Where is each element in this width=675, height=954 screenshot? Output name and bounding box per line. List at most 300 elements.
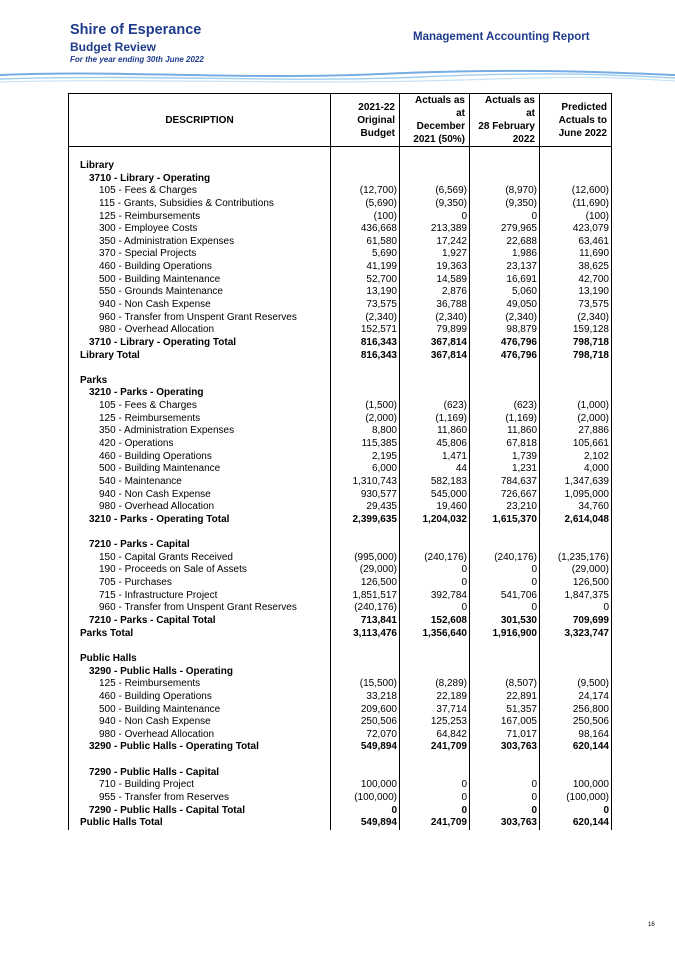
predicted-value xyxy=(540,766,612,779)
budget-value: (29,000) xyxy=(331,564,400,577)
dec-actual-value xyxy=(400,766,470,779)
spacer-row xyxy=(69,147,612,160)
row-description: 980 - Overhead Allocation xyxy=(69,501,331,514)
col-header-budget: 2021-22 Original Budget xyxy=(331,94,400,147)
predicted-value: 798,718 xyxy=(540,349,612,362)
budget-value: 713,841 xyxy=(331,615,400,628)
budget-value: 115,385 xyxy=(331,438,400,451)
budget-value: 1,310,743 xyxy=(331,476,400,489)
budget-value xyxy=(331,665,400,678)
row-description: 710 - Building Project xyxy=(69,779,331,792)
feb-actual-value: 67,818 xyxy=(470,438,540,451)
line-item-row xyxy=(69,311,612,324)
group-total-row xyxy=(69,514,612,527)
predicted-value: 100,000 xyxy=(540,779,612,792)
budget-value xyxy=(331,539,400,552)
row-description: 460 - Building Operations xyxy=(69,450,331,463)
line-item-row xyxy=(69,198,612,211)
line-item-row xyxy=(69,324,612,337)
feb-actual-value: 1,916,900 xyxy=(470,627,540,640)
budget-value xyxy=(331,526,400,539)
row-description xyxy=(69,147,331,160)
predicted-value: 798,718 xyxy=(540,337,612,350)
feb-actual-value: 1,986 xyxy=(470,248,540,261)
feb-actual-value: 476,796 xyxy=(470,337,540,350)
budget-value: (100,000) xyxy=(331,792,400,805)
budget-value: 8,800 xyxy=(331,425,400,438)
predicted-value: 1,095,000 xyxy=(540,488,612,501)
dec-actual-value: 367,814 xyxy=(400,349,470,362)
row-description: Library Total xyxy=(69,349,331,362)
row-description: Library xyxy=(69,160,331,173)
dec-actual-value: 545,000 xyxy=(400,488,470,501)
budget-value: (100) xyxy=(331,210,400,223)
predicted-value: 126,500 xyxy=(540,577,612,590)
row-description: 105 - Fees & Charges xyxy=(69,400,331,413)
feb-actual-value: (8,507) xyxy=(470,678,540,691)
budget-table-wrapper xyxy=(68,93,611,830)
row-description: 7210 - Parks - Capital xyxy=(69,539,331,552)
page-number: 16 xyxy=(648,922,655,928)
dec-actual-value: 36,788 xyxy=(400,299,470,312)
budget-value: 6,000 xyxy=(331,463,400,476)
report-name: Management Accounting Report xyxy=(413,31,590,43)
dec-actual-value xyxy=(400,172,470,185)
col-header-predicted: Predicted Actuals to June 2022 xyxy=(540,94,612,147)
feb-actual-value: 0 xyxy=(470,564,540,577)
dec-actual-value: 367,814 xyxy=(400,337,470,350)
dec-actual-value: 11,860 xyxy=(400,425,470,438)
predicted-value: 34,760 xyxy=(540,501,612,514)
row-description: 7290 - Public Halls - Capital Total xyxy=(69,804,331,817)
predicted-value: (12,600) xyxy=(540,185,612,198)
budget-value: 73,575 xyxy=(331,299,400,312)
line-item-row xyxy=(69,716,612,729)
dec-actual-value: 0 xyxy=(400,804,470,817)
line-item-row xyxy=(69,552,612,565)
budget-value: (240,176) xyxy=(331,602,400,615)
budget-value: 29,435 xyxy=(331,501,400,514)
row-description: 3710 - Library - Operating xyxy=(69,172,331,185)
budget-value: 816,343 xyxy=(331,337,400,350)
predicted-value xyxy=(540,665,612,678)
section-heading-row xyxy=(69,653,612,666)
row-description xyxy=(69,754,331,767)
predicted-value: 42,700 xyxy=(540,273,612,286)
row-description: 715 - Infrastructure Project xyxy=(69,589,331,602)
line-item-row xyxy=(69,589,612,602)
feb-actual-value: 0 xyxy=(470,602,540,615)
section-total-row xyxy=(69,349,612,362)
predicted-value xyxy=(540,362,612,375)
budget-value xyxy=(331,653,400,666)
row-description: 190 - Proceeds on Sale of Assets xyxy=(69,564,331,577)
feb-actual-value: (9,350) xyxy=(470,198,540,211)
line-item-row xyxy=(69,438,612,451)
dec-actual-value xyxy=(400,539,470,552)
dec-actual-value: 17,242 xyxy=(400,235,470,248)
dec-actual-value: 0 xyxy=(400,602,470,615)
line-item-row xyxy=(69,728,612,741)
feb-actual-value: 303,763 xyxy=(470,741,540,754)
group-heading-row xyxy=(69,387,612,400)
dec-actual-value xyxy=(400,160,470,173)
predicted-value xyxy=(540,387,612,400)
predicted-value: 0 xyxy=(540,602,612,615)
table-body xyxy=(69,147,612,830)
dec-actual-value xyxy=(400,375,470,388)
dec-actual-value: 19,460 xyxy=(400,501,470,514)
budget-value: (2,340) xyxy=(331,311,400,324)
row-description: 500 - Building Maintenance xyxy=(69,463,331,476)
group-total-row xyxy=(69,741,612,754)
predicted-value: 4,000 xyxy=(540,463,612,476)
line-item-row xyxy=(69,691,612,704)
predicted-value xyxy=(540,526,612,539)
row-description: 940 - Non Cash Expense xyxy=(69,716,331,729)
row-description: 500 - Building Maintenance xyxy=(69,703,331,716)
feb-actual-value xyxy=(470,653,540,666)
dec-actual-value: 19,363 xyxy=(400,261,470,274)
dec-actual-value xyxy=(400,754,470,767)
predicted-value: 105,661 xyxy=(540,438,612,451)
row-description: 3710 - Library - Operating Total xyxy=(69,337,331,350)
feb-actual-value: 301,530 xyxy=(470,615,540,628)
feb-actual-value: 22,891 xyxy=(470,691,540,704)
row-description: 350 - Administration Expenses xyxy=(69,235,331,248)
group-heading-row xyxy=(69,766,612,779)
section-heading-row xyxy=(69,160,612,173)
budget-value: 152,571 xyxy=(331,324,400,337)
line-item-row xyxy=(69,286,612,299)
feb-actual-value: 1,231 xyxy=(470,463,540,476)
feb-actual-value xyxy=(470,640,540,653)
predicted-value xyxy=(540,754,612,767)
row-description: 125 - Reimbursements xyxy=(69,210,331,223)
org-title: Shire of Esperance xyxy=(70,22,202,38)
budget-value: 930,577 xyxy=(331,488,400,501)
feb-actual-value: 0 xyxy=(470,792,540,805)
budget-value: 0 xyxy=(331,804,400,817)
row-description: 125 - Reimbursements xyxy=(69,678,331,691)
feb-actual-value: 51,357 xyxy=(470,703,540,716)
budget-value: (15,500) xyxy=(331,678,400,691)
feb-actual-value: 5,060 xyxy=(470,286,540,299)
report-subtitle: Budget Review xyxy=(70,40,157,54)
predicted-value xyxy=(540,640,612,653)
budget-value: 549,894 xyxy=(331,741,400,754)
predicted-value: 1,347,639 xyxy=(540,476,612,489)
dec-actual-value: 0 xyxy=(400,792,470,805)
row-description: 705 - Purchases xyxy=(69,577,331,590)
feb-actual-value: 0 xyxy=(470,577,540,590)
budget-value: (1,500) xyxy=(331,400,400,413)
line-item-row xyxy=(69,463,612,476)
budget-value: 5,690 xyxy=(331,248,400,261)
budget-value xyxy=(331,147,400,160)
dec-actual-value xyxy=(400,640,470,653)
feb-actual-value: 23,137 xyxy=(470,261,540,274)
dec-actual-value: 0 xyxy=(400,779,470,792)
predicted-value: 250,506 xyxy=(540,716,612,729)
row-description: 420 - Operations xyxy=(69,438,331,451)
dec-actual-value: 79,899 xyxy=(400,324,470,337)
line-item-row xyxy=(69,223,612,236)
dec-actual-value xyxy=(400,362,470,375)
budget-value: 209,600 xyxy=(331,703,400,716)
line-item-row xyxy=(69,299,612,312)
budget-value xyxy=(331,754,400,767)
predicted-value xyxy=(540,160,612,173)
budget-value: 3,113,476 xyxy=(331,627,400,640)
row-description: 550 - Grounds Maintenance xyxy=(69,286,331,299)
row-description: 940 - Non Cash Expense xyxy=(69,299,331,312)
budget-value xyxy=(331,160,400,173)
row-description: 500 - Building Maintenance xyxy=(69,273,331,286)
row-description: 980 - Overhead Allocation xyxy=(69,324,331,337)
dec-actual-value xyxy=(400,526,470,539)
feb-actual-value: (1,169) xyxy=(470,412,540,425)
line-item-row xyxy=(69,425,612,438)
row-description: 105 - Fees & Charges xyxy=(69,185,331,198)
budget-value: 126,500 xyxy=(331,577,400,590)
line-item-row xyxy=(69,185,612,198)
line-item-row xyxy=(69,703,612,716)
row-description: Parks xyxy=(69,375,331,388)
dec-actual-value xyxy=(400,653,470,666)
dec-actual-value: 0 xyxy=(400,564,470,577)
line-item-row xyxy=(69,792,612,805)
predicted-value: 11,690 xyxy=(540,248,612,261)
header-wave-decoration xyxy=(0,66,675,88)
budget-value xyxy=(331,375,400,388)
row-description: 980 - Overhead Allocation xyxy=(69,728,331,741)
row-description: 125 - Reimbursements xyxy=(69,412,331,425)
budget-value: 816,343 xyxy=(331,349,400,362)
row-description: 460 - Building Operations xyxy=(69,261,331,274)
predicted-value: (9,500) xyxy=(540,678,612,691)
feb-actual-value: 0 xyxy=(470,779,540,792)
row-description: Parks Total xyxy=(69,627,331,640)
budget-value xyxy=(331,766,400,779)
dec-actual-value xyxy=(400,387,470,400)
predicted-value: 24,174 xyxy=(540,691,612,704)
row-description: 300 - Employee Costs xyxy=(69,223,331,236)
line-item-row xyxy=(69,235,612,248)
dec-actual-value: 64,842 xyxy=(400,728,470,741)
feb-actual-value xyxy=(470,160,540,173)
row-description: 3210 - Parks - Operating Total xyxy=(69,514,331,527)
dec-actual-value: 125,253 xyxy=(400,716,470,729)
line-item-row xyxy=(69,400,612,413)
budget-value: 2,195 xyxy=(331,450,400,463)
report-period: For the year ending 30th June 2022 xyxy=(70,55,204,64)
budget-value: 33,218 xyxy=(331,691,400,704)
group-heading-row xyxy=(69,172,612,185)
predicted-value: 98,164 xyxy=(540,728,612,741)
predicted-value: 0 xyxy=(540,804,612,817)
feb-actual-value: (623) xyxy=(470,400,540,413)
predicted-value xyxy=(540,147,612,160)
feb-actual-value: 279,965 xyxy=(470,223,540,236)
line-item-row xyxy=(69,210,612,223)
row-description: 115 - Grants, Subsidies & Contributions xyxy=(69,198,331,211)
row-description: 370 - Special Projects xyxy=(69,248,331,261)
row-description: 540 - Maintenance xyxy=(69,476,331,489)
budget-value: 549,894 xyxy=(331,817,400,830)
budget-value xyxy=(331,362,400,375)
line-item-row xyxy=(69,678,612,691)
dec-actual-value: (1,169) xyxy=(400,412,470,425)
feb-actual-value xyxy=(470,387,540,400)
line-item-row xyxy=(69,501,612,514)
feb-actual-value xyxy=(470,539,540,552)
group-total-row xyxy=(69,337,612,350)
line-item-row xyxy=(69,450,612,463)
dec-actual-value: 14,589 xyxy=(400,273,470,286)
group-heading-row xyxy=(69,539,612,552)
predicted-value: 27,886 xyxy=(540,425,612,438)
predicted-value: 73,575 xyxy=(540,299,612,312)
feb-actual-value: 1,615,370 xyxy=(470,514,540,527)
line-item-row xyxy=(69,248,612,261)
col-header-description: DESCRIPTION xyxy=(69,94,331,147)
budget-value: (5,690) xyxy=(331,198,400,211)
row-description: 3290 - Public Halls - Operating xyxy=(69,665,331,678)
row-description: 955 - Transfer from Reserves xyxy=(69,792,331,805)
feb-actual-value xyxy=(470,526,540,539)
feb-actual-value xyxy=(470,754,540,767)
feb-actual-value: 0 xyxy=(470,804,540,817)
dec-actual-value: (2,340) xyxy=(400,311,470,324)
dec-actual-value xyxy=(400,665,470,678)
row-description: 3210 - Parks - Operating xyxy=(69,387,331,400)
dec-actual-value: (6,569) xyxy=(400,185,470,198)
budget-value: 41,199 xyxy=(331,261,400,274)
budget-value: 13,190 xyxy=(331,286,400,299)
budget-value: (2,000) xyxy=(331,412,400,425)
row-description: 3290 - Public Halls - Operating Total xyxy=(69,741,331,754)
predicted-value: 1,847,375 xyxy=(540,589,612,602)
feb-actual-value: 476,796 xyxy=(470,349,540,362)
predicted-value: 2,102 xyxy=(540,450,612,463)
feb-actual-value: 0 xyxy=(470,210,540,223)
feb-actual-value: 167,005 xyxy=(470,716,540,729)
dec-actual-value: (623) xyxy=(400,400,470,413)
line-item-row xyxy=(69,577,612,590)
predicted-value xyxy=(540,653,612,666)
group-total-row xyxy=(69,804,612,817)
dec-actual-value: 241,709 xyxy=(400,741,470,754)
table-header-row xyxy=(69,94,612,147)
budget-value xyxy=(331,387,400,400)
budget-value: (995,000) xyxy=(331,552,400,565)
feb-actual-value: 1,739 xyxy=(470,450,540,463)
predicted-value: 63,461 xyxy=(540,235,612,248)
feb-actual-value: 16,691 xyxy=(470,273,540,286)
section-heading-row xyxy=(69,375,612,388)
dec-actual-value: 1,356,640 xyxy=(400,627,470,640)
budget-value: 100,000 xyxy=(331,779,400,792)
feb-actual-value: (2,340) xyxy=(470,311,540,324)
row-description: Public Halls xyxy=(69,653,331,666)
predicted-value: 38,625 xyxy=(540,261,612,274)
line-item-row xyxy=(69,273,612,286)
line-item-row xyxy=(69,261,612,274)
dec-actual-value: (240,176) xyxy=(400,552,470,565)
row-description xyxy=(69,362,331,375)
feb-actual-value: 726,667 xyxy=(470,488,540,501)
predicted-value: 620,144 xyxy=(540,741,612,754)
dec-actual-value: 37,714 xyxy=(400,703,470,716)
dec-actual-value: 152,608 xyxy=(400,615,470,628)
row-description: 150 - Capital Grants Received xyxy=(69,552,331,565)
predicted-value: 13,190 xyxy=(540,286,612,299)
row-description: 7290 - Public Halls - Capital xyxy=(69,766,331,779)
feb-actual-value: 71,017 xyxy=(470,728,540,741)
feb-actual-value xyxy=(470,665,540,678)
budget-value: 1,851,517 xyxy=(331,589,400,602)
group-total-row xyxy=(69,615,612,628)
group-heading-row xyxy=(69,665,612,678)
feb-actual-value: 11,860 xyxy=(470,425,540,438)
section-total-row xyxy=(69,817,612,830)
budget-table xyxy=(68,93,612,830)
dec-actual-value: 44 xyxy=(400,463,470,476)
line-item-row xyxy=(69,779,612,792)
predicted-value: (2,000) xyxy=(540,412,612,425)
dec-actual-value: 0 xyxy=(400,577,470,590)
predicted-value: 709,699 xyxy=(540,615,612,628)
dec-actual-value: 45,806 xyxy=(400,438,470,451)
row-description xyxy=(69,526,331,539)
dec-actual-value: 0 xyxy=(400,210,470,223)
dec-actual-value: 392,784 xyxy=(400,589,470,602)
row-description xyxy=(69,640,331,653)
row-description: 460 - Building Operations xyxy=(69,691,331,704)
dec-actual-value: (9,350) xyxy=(400,198,470,211)
feb-actual-value xyxy=(470,362,540,375)
line-item-row xyxy=(69,488,612,501)
feb-actual-value xyxy=(470,766,540,779)
line-item-row xyxy=(69,602,612,615)
budget-value: 436,668 xyxy=(331,223,400,236)
row-description: 960 - Transfer from Unspent Grant Reserves xyxy=(69,602,331,615)
budget-value: 72,070 xyxy=(331,728,400,741)
spacer-row xyxy=(69,526,612,539)
feb-actual-value: (8,970) xyxy=(470,185,540,198)
col-header-dec-actuals: Actuals as at December 2021 (50%) xyxy=(400,94,470,147)
feb-actual-value: 49,050 xyxy=(470,299,540,312)
budget-value: 61,580 xyxy=(331,235,400,248)
predicted-value: 159,128 xyxy=(540,324,612,337)
row-description: 960 - Transfer from Unspent Grant Reserves xyxy=(69,311,331,324)
spacer-row xyxy=(69,640,612,653)
feb-actual-value xyxy=(470,172,540,185)
row-description: Public Halls Total xyxy=(69,817,331,830)
predicted-value: (100,000) xyxy=(540,792,612,805)
predicted-value: 2,614,048 xyxy=(540,514,612,527)
predicted-value: (11,690) xyxy=(540,198,612,211)
feb-actual-value: 541,706 xyxy=(470,589,540,602)
dec-actual-value: 22,189 xyxy=(400,691,470,704)
feb-actual-value: 22,688 xyxy=(470,235,540,248)
row-description: 940 - Non Cash Expense xyxy=(69,488,331,501)
predicted-value: (29,000) xyxy=(540,564,612,577)
line-item-row xyxy=(69,476,612,489)
feb-actual-value: 23,210 xyxy=(470,501,540,514)
budget-value xyxy=(331,640,400,653)
